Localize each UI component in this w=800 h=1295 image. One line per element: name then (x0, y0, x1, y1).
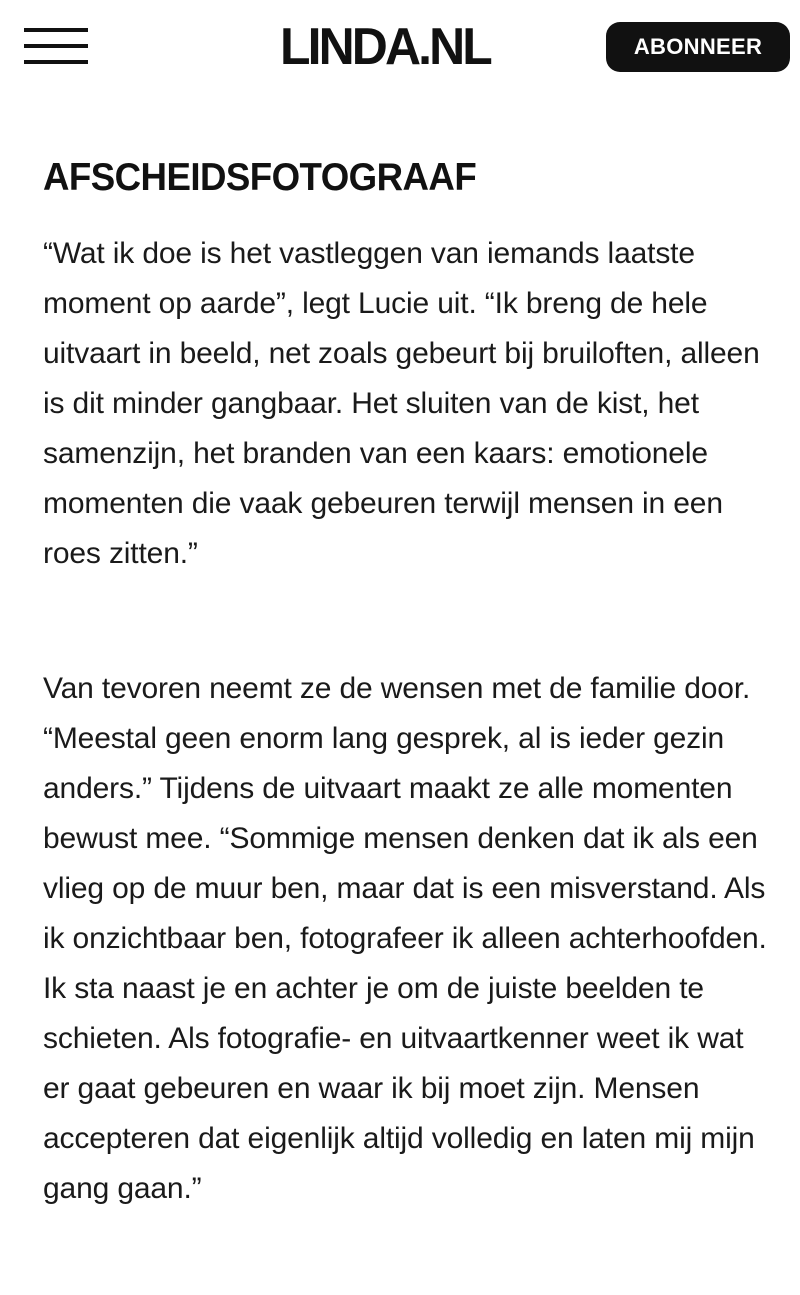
article-paragraph: “Wat ik doe is het vastleggen van iemands laatste moment op aarde”, legt Lucie uit. “Ik breng de hele uitvaart in beeld, net zoals gebeurt bij bruiloften, alleen is dit minder gangbaar. Het sluiten van de kist, het samenzijn, het branden van een kaars: emotionele momenten die vaak gebeuren terwijl mensen in een roes zitten.” (43, 237, 760, 570)
menu-bar (24, 60, 88, 64)
article-body (43, 150, 773, 1214)
site-header (0, 0, 800, 96)
subscribe-button[interactable]: ABONNEER (606, 22, 790, 72)
menu-icon[interactable] (24, 26, 88, 66)
section-heading: AFSCHEIDSFOTOGRAAF (43, 156, 477, 199)
article-paragraph: Van tevoren neemt ze de wensen met de familie door. “Meestal geen enorm lang gesprek, al is ieder gezin anders.” Tijdens de uitvaart maakt ze alle momenten bewust mee. “Sommige mensen denken dat ik als een vlieg op de muur ben, maar dat is een misverstand. Als ik onzichtbaar ben, fotografeer ik alleen achterhoofden. Ik sta naast je en achter je om de juiste beelden te schieten. Als fotografie- en uitvaartkenner weet ik wat er gaat gebeuren en waar ik bij moet zijn. Mensen accepteren dat eigenlijk altijd volledig en laten mij mijn gang gaan.” (43, 672, 767, 1205)
menu-bar (24, 44, 88, 48)
menu-bar (24, 28, 88, 32)
site-logo[interactable]: LINDA.NL (280, 18, 490, 76)
